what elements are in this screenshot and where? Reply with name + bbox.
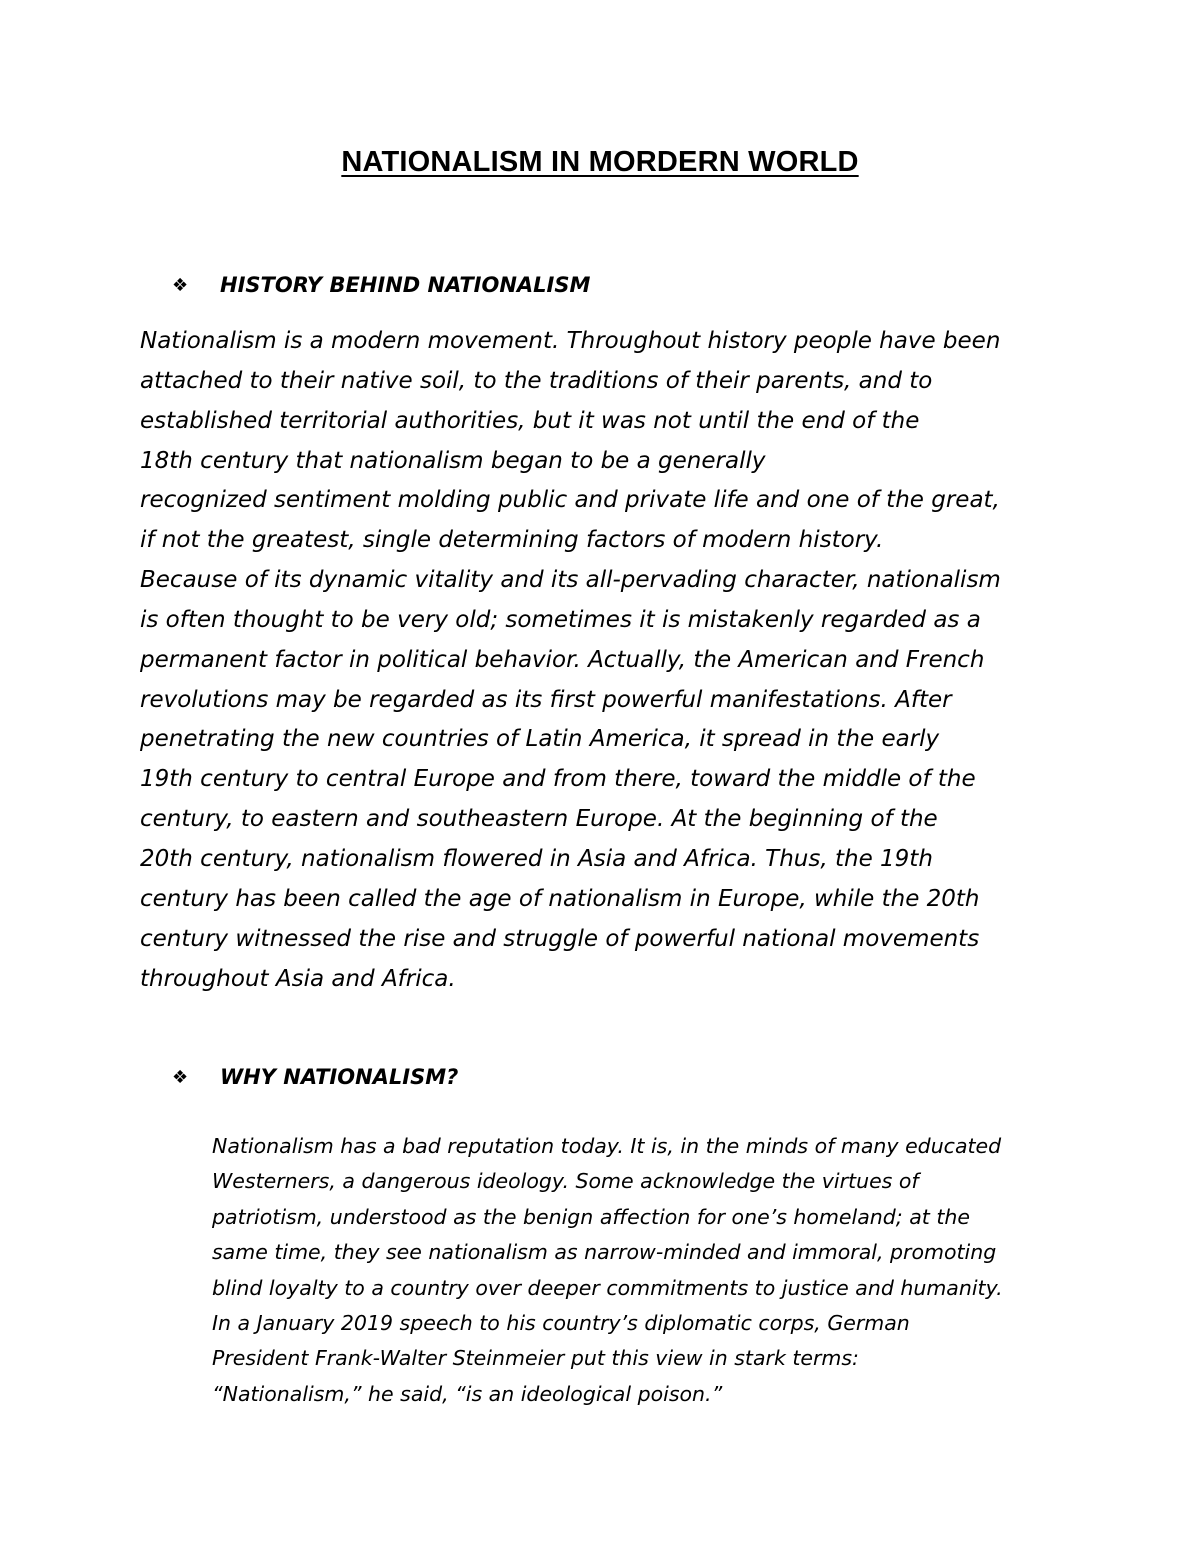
paragraph-line: Westerners, a dangerous ideology. Some acknowledge the virtues of bbox=[212, 1169, 919, 1194]
paragraph-line: In a January 2019 speech to his country’s diplomatic corps, German bbox=[212, 1311, 910, 1336]
paragraph-line: 18th century that nationalism began to be a generally bbox=[140, 447, 766, 474]
paragraph-line: throughout Asia and Africa. bbox=[140, 965, 456, 992]
paragraph-line: same time, they see nationalism as narrow-minded and immoral, promoting bbox=[212, 1240, 997, 1265]
section-heading-why bbox=[172, 1065, 458, 1089]
paragraph-line: revolutions may be regarded as its first powerful manifestations. After bbox=[140, 686, 952, 713]
paragraph-line: 19th century to central Europe and from there, toward the middle of the bbox=[140, 766, 976, 793]
paragraph-line: Nationalism is a modern movement. Throughout history people have been bbox=[140, 328, 1001, 354]
paragraph-line: Nationalism has a bad reputation today. It is, in the minds of many educated bbox=[212, 1134, 1002, 1158]
paragraph-line: if not the greatest, single determining factors of modern history. bbox=[140, 527, 884, 554]
paragraph-line: established territorial authorities, but it was not until the end of the bbox=[140, 407, 920, 434]
section-heading-history bbox=[172, 273, 590, 297]
paragraph-line: attached to their native soil, to the traditions of their parents, and to bbox=[140, 367, 933, 394]
paragraph-line: century has been called the age of nationalism in Europe, while the 20th bbox=[140, 885, 980, 912]
paragraph-line: President Frank-Walter Steinmeier put this view in stark terms: bbox=[212, 1346, 859, 1371]
paragraph-line: Because of its dynamic vitality and its all-pervading character, nationalism bbox=[140, 567, 1001, 594]
paragraph-line: century witnessed the rise and struggle of powerful national movements bbox=[140, 925, 980, 952]
section-heading-label: WHY NATIONALISM? bbox=[220, 1065, 459, 1089]
diamond-bullet-icon: ❖ bbox=[172, 1066, 189, 1088]
paragraph-line: blind loyalty to a country over deeper commitments to justice and humanity. bbox=[212, 1275, 1003, 1300]
paragraph-line: century, to eastern and southeastern Europe. At the beginning of the bbox=[140, 806, 938, 833]
diamond-bullet-icon: ❖ bbox=[172, 274, 189, 296]
paragraph-line: 20th century, nationalism flowered in Asia and Africa. Thus, the 19th bbox=[140, 845, 933, 872]
section-paragraph-history bbox=[140, 322, 1001, 999]
paragraph-line: is often thought to be very old; sometimes it is mistakenly regarded as a bbox=[140, 606, 981, 633]
paragraph-line: patriotism, understood as the benign affection for one’s homeland; at the bbox=[212, 1204, 970, 1229]
paragraph-line: permanent factor in political behavior. Actually, the American and French bbox=[140, 646, 985, 673]
paragraph-line: recognized sentiment molding public and private life and one of the great, bbox=[140, 487, 1000, 514]
section-heading-label: HISTORY BEHIND NATIONALISM bbox=[220, 273, 591, 297]
paragraph-line: penetrating the new countries of Latin America, it spread in the early bbox=[140, 726, 940, 753]
paragraph-line: “Nationalism,” he said, “is an ideological poison.” bbox=[212, 1381, 723, 1406]
section-paragraph-why bbox=[212, 1129, 1003, 1412]
document-title: NATIONALISM IN MORDERN WORLD bbox=[341, 146, 859, 178]
